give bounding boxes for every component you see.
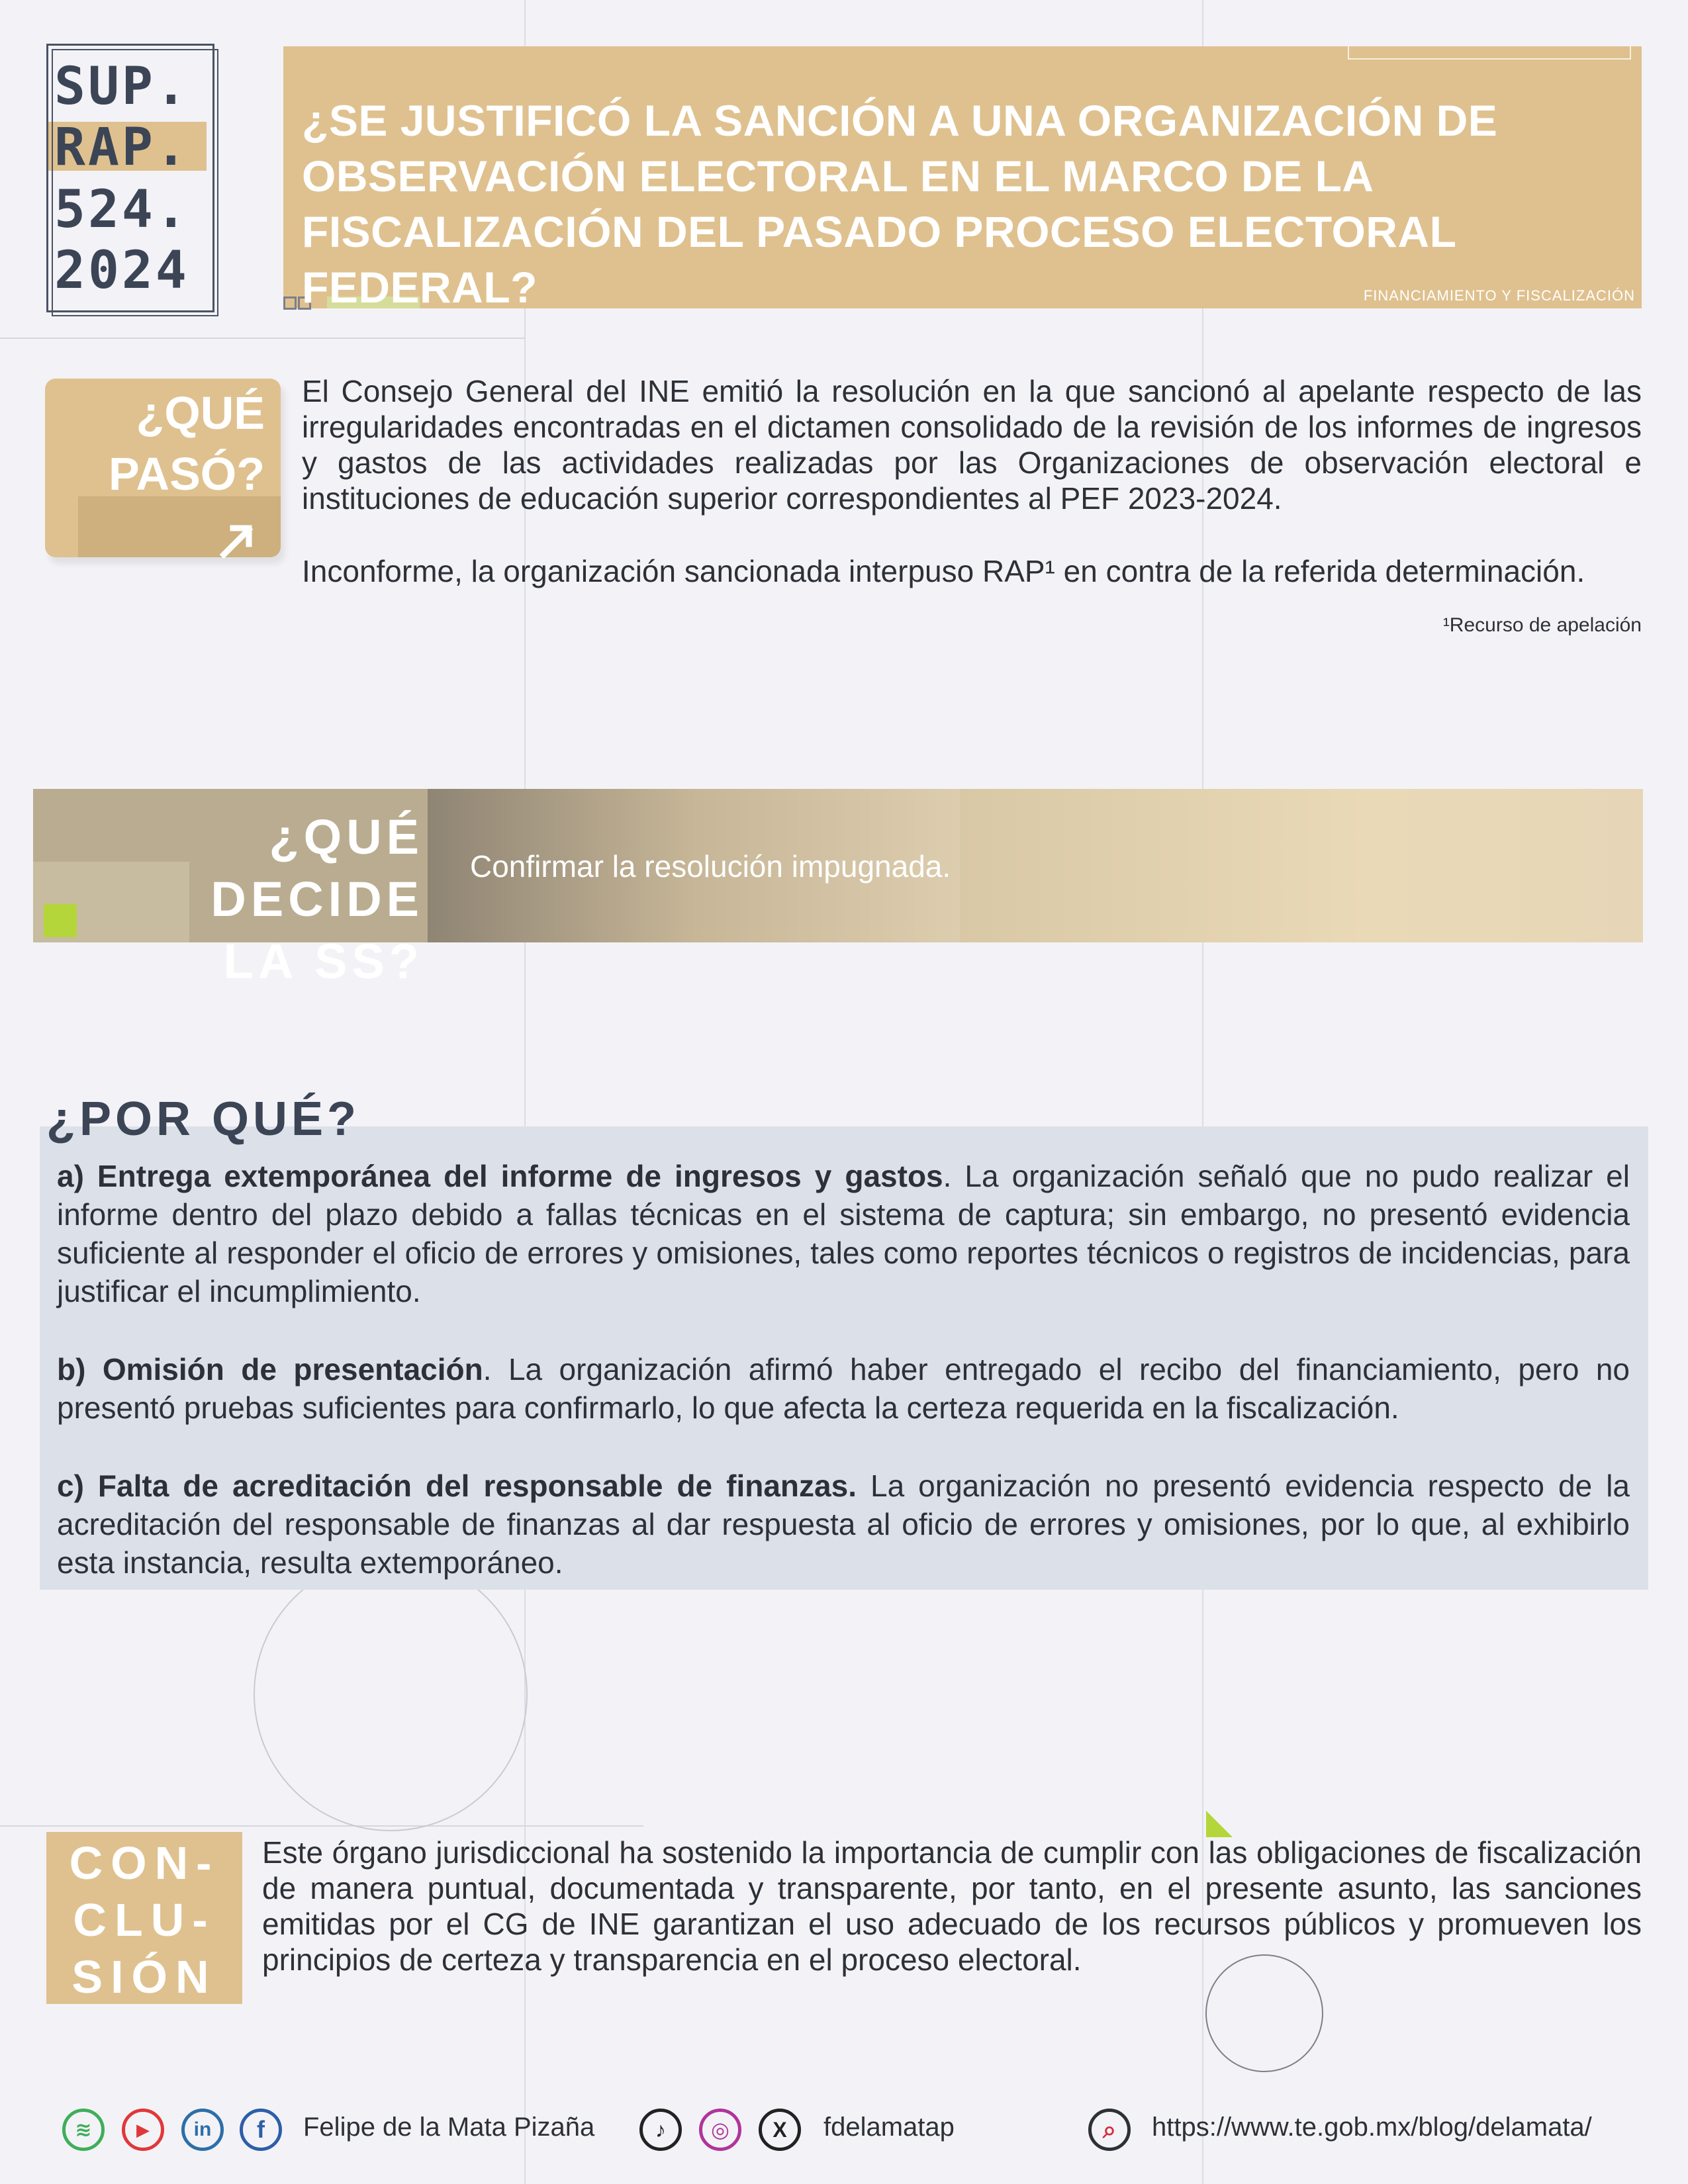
x-icon[interactable]: X xyxy=(759,2109,801,2151)
instagram-icon[interactable]: ◎ xyxy=(699,2109,741,2151)
case-id-line: 524. xyxy=(54,180,189,240)
conclusion-text: Este órgano jurisdiccional ha sostenido la importancia de cumplir con las obligaciones de fiscalización de manera puntual, documentada y transparente, por tanto, en el presente asunto, las sanciones emitidas por el CG de INE garantizan el uso adecuado de los recursos públicos y promueven los principios de certeza y transparencia en el proceso electoral. xyxy=(262,1835,1642,1977)
que-decide-label-line: LA SS? xyxy=(223,934,424,989)
decorative-ruler xyxy=(1348,46,1631,60)
por-que-title: ¿POR QUÉ? xyxy=(46,1093,361,1146)
reason-text: . La organización afirmó haber entregado el recibo del financiamiento, pero no presentó pruebas suficientes para confirmarlo, lo que afecta la certeza requerida en la fiscalización. xyxy=(57,1352,1630,1425)
case-id-line: SUP. xyxy=(54,57,189,116)
case-id-line: 2024 xyxy=(54,241,189,300)
reason-heading: a) Entrega extemporánea del informe de ingresos y gastos xyxy=(57,1159,943,1193)
reason-heading: b) Omisión de presentación xyxy=(57,1352,483,1387)
facebook-icon[interactable]: f xyxy=(240,2109,282,2151)
que-paso-label xyxy=(86,383,265,504)
blog-url[interactable]: https://www.te.gob.mx/blog/delamata/ xyxy=(1152,2113,1592,2142)
decision-answer: Confirmar la resolución impugnada. xyxy=(470,849,951,884)
search-icon[interactable]: ⌕ xyxy=(1088,2109,1131,2151)
grid-line xyxy=(0,338,526,339)
que-paso-label-line: PASÓ? xyxy=(109,448,265,500)
spotify-icon[interactable]: ≋ xyxy=(62,2109,105,2151)
decorative-circle xyxy=(252,1555,530,1833)
conclusion-label-line: SIÓN xyxy=(71,1951,217,2003)
youtube-icon[interactable]: ▶ xyxy=(122,2109,164,2151)
reason-text: La organización no presentó evidencia respecto de la acreditación del responsable de finanzas al dar respuesta al oficio de errores y omisiones, por lo que, al exhibirlo esta instancia, resulta extemporáneo. xyxy=(57,1469,1630,1580)
que-paso-paragraph: Inconforme, la organización sancionada interpuso RAP¹ en contra de la referida determinación. xyxy=(302,554,1585,588)
conclusion-label-line: CLU- xyxy=(73,1894,216,1946)
que-paso-paragraph: El Consejo General del INE emitió la resolución en la que sancionó al apelante respecto de las irregularidades encontradas en el dictamen consolidado de la revisión de los informes de ingresos y gastos de las actividades realizadas por las Organizaciones de observación electoral e instituciones de educación superior correspondientes al PEF 2023-2024. xyxy=(302,374,1642,516)
conclusion-label-line: CON- xyxy=(69,1837,220,1889)
books-photo xyxy=(960,789,1643,942)
que-decide-label-line: ¿QUÉ DECIDE xyxy=(211,809,424,927)
decorative-square xyxy=(283,296,297,310)
tiktok-icon[interactable]: ♪ xyxy=(639,2109,682,2151)
linkedin-icon[interactable]: in xyxy=(181,2109,224,2151)
footnote: ¹Recurso de apelación xyxy=(1442,614,1642,636)
case-id-line: RAP. xyxy=(54,118,189,177)
que-decide-label xyxy=(66,806,424,993)
reason-item xyxy=(57,1157,1630,1310)
arrow-up-right-icon xyxy=(218,522,256,559)
page-title: ¿SE JUSTIFICÓ LA SANCIÓN A UNA ORGANIZACIÓN DE OBSERVACIÓN ELECTORAL EN EL MARCO DE LA FISCALIZACIÓN DEL PASADO PROCESO ELECTORAL FEDERAL? xyxy=(302,96,1498,312)
que-paso-label-line: ¿QUÉ xyxy=(136,387,265,439)
reason-item xyxy=(57,1350,1630,1427)
reason-heading: c) Falta de acreditación del responsable de finanzas. xyxy=(57,1469,857,1503)
reason-item xyxy=(57,1467,1630,1582)
reason-text: . La organización señaló que no pudo realizar el informe dentro del plazo debido a fallas técnicas en el sistema de captura; sin embargo, no presentó evidencia suficiente al responder el oficio de errores y omisiones, tales como reportes técnicos o registros de incidencias, para justificar el incumplimiento. xyxy=(57,1159,1630,1308)
author-name: Felipe de la Mata Pizaña xyxy=(303,2113,595,2142)
conclusion-label xyxy=(46,1835,242,2005)
social-handle: fdelamatap xyxy=(823,2113,955,2142)
category-tag: FINANCIAMIENTO Y FISCALIZACIÓN xyxy=(1363,287,1635,304)
